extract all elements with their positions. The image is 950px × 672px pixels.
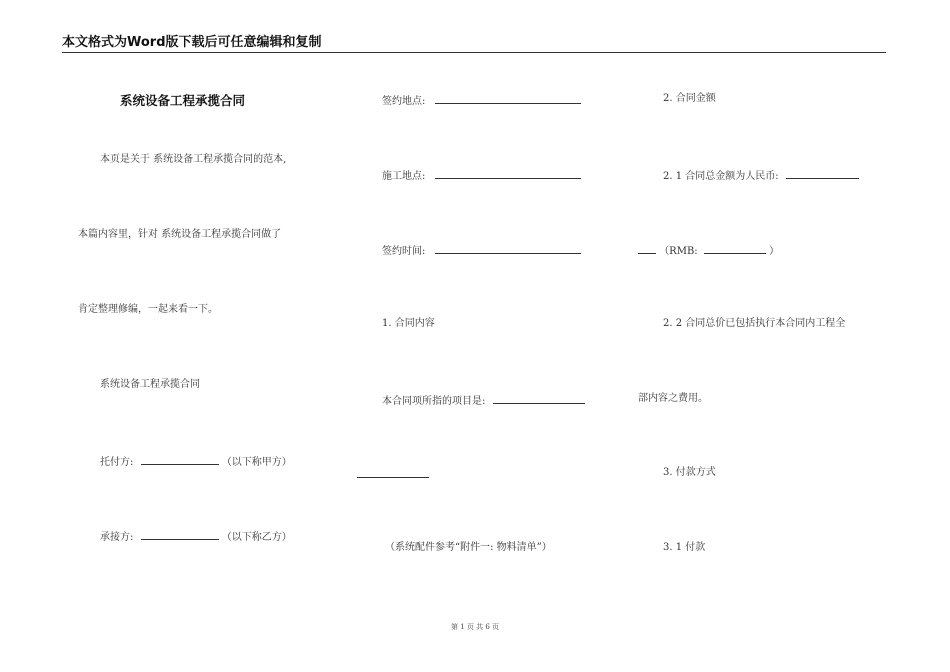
total-amount-row — [663, 167, 859, 184]
subtitle: 系统设备工程承揽合同 — [100, 379, 200, 390]
build-place-label: 施工地点: — [382, 171, 426, 182]
rmb-row — [638, 242, 779, 259]
rmb-close: ） — [769, 246, 780, 257]
rmb-blank — [704, 242, 766, 254]
total-amount-label: 2. 1 合同总金额为人民币: — [663, 171, 779, 182]
section-3-heading: 3. 付款方式 — [663, 467, 716, 478]
document-banner: 本文格式为Word版下载后可任意编辑和复制 — [62, 34, 886, 53]
rmb-leading-blank — [638, 242, 656, 254]
clause-2-2: 2. 2 合同总价已包括执行本合同内工程全 — [663, 318, 846, 329]
party-a-label: 托付方: — [100, 457, 134, 468]
page-footer: 第 1 页 共 6 页 — [450, 623, 500, 631]
intro-line-3: 肯定整理修编，一起来看一下。 — [78, 304, 218, 315]
intro-line-1: 本页是关于 系统设备工程承揽合同的范本, — [100, 154, 287, 165]
party-b-suffix: （以下称乙方） — [221, 532, 292, 543]
party-b-label: 承接方: — [100, 532, 134, 543]
rmb-label: （RMB: — [659, 246, 698, 257]
sign-time-label: 签约时间: — [382, 246, 426, 257]
party-a-suffix: （以下称甲方） — [221, 457, 292, 468]
total-amount-blank — [786, 167, 859, 179]
clause-3-1: 3. 1 付款 — [663, 542, 706, 553]
section-1-heading: 1. 合同内容 — [382, 318, 435, 329]
attachment-note: （系统配件参考“附件一: 物料清单”） — [385, 542, 552, 553]
section-2-heading: 2. 合同金额 — [663, 93, 716, 104]
intro-line-2: 本篇内容里，针对 系统设备工程承揽合同做了 — [78, 229, 282, 240]
project-label: 本合同项所指的项目是: — [382, 396, 486, 407]
sign-place-label: 签约地点: — [382, 96, 426, 107]
contract-title: 系统设备工程承揽合同 — [120, 93, 246, 108]
clause-2-2-continued: 部内容之费用。 — [638, 393, 708, 404]
